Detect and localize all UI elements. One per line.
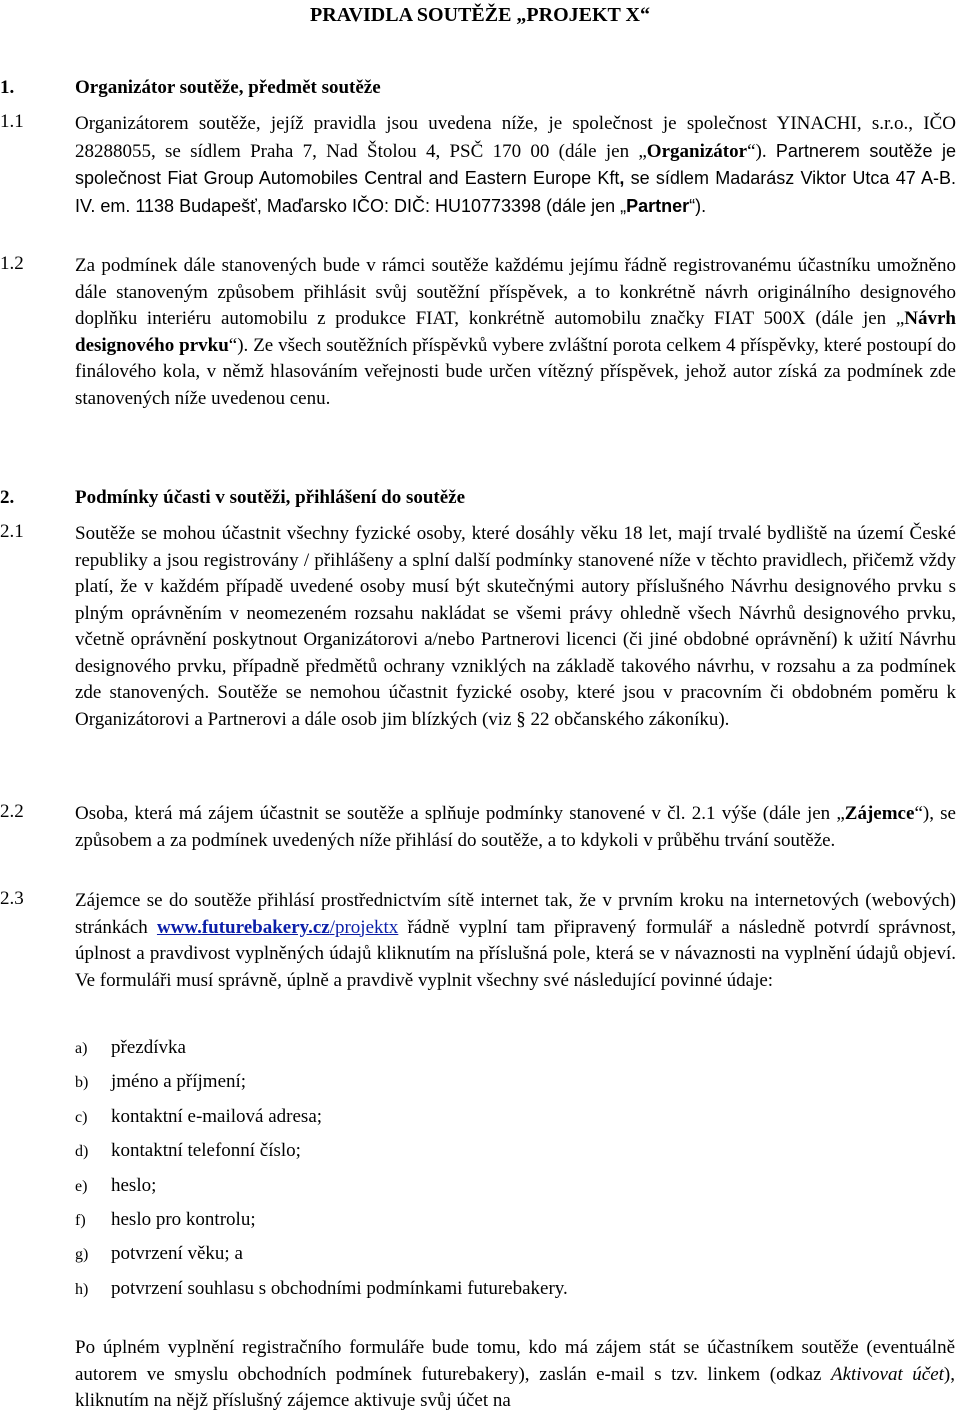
- text-run: se sídlem Madarász Viktor Utca 47 A-B. IV. em. 1138 Budapešť, Maďarsko IČO: DIČ: HU10773398 (dále jen „: [75, 168, 957, 216]
- list-item: [75, 1106, 955, 1140]
- text-run: Osoba, která má zájem účastnit se soutěže a splňuje podmínky stanovené v čl. 2.1 výše (dále jen „: [75, 803, 845, 824]
- list-item-text: kontaktní telefonní číslo;: [111, 1140, 301, 1162]
- clause-1-1: [0, 111, 956, 220]
- clause-text: [75, 801, 956, 854]
- website-link[interactable]: [157, 917, 398, 938]
- clause-2-3: [0, 888, 956, 994]
- text-run: Partnerem soutěže je společnost Fiat Group Automobiles Central and Eastern Europe Kft: [75, 140, 956, 188]
- list-marker: h): [75, 1280, 89, 1298]
- list-item: [75, 1278, 955, 1312]
- emphasis-text: Aktivovat účet: [830, 1363, 944, 1385]
- link-domain[interactable]: www.futurebakery.cz: [156, 916, 330, 938]
- text-run: řádně vyplní tam připravený formulář a následně potvrdí správnost, úplnost a pravdivost vyplněných údajů kliknutím na příslušná pole, která se v návaznosti na vyplnění údajů objeví. Ve formuláři musí správně, úplně a pravdivě vyplnit všechny své následující povinné údaje:: [75, 916, 956, 991]
- clause-text: [75, 253, 956, 412]
- section-number: 2.: [0, 487, 15, 508]
- clause-number: 2.1: [0, 521, 24, 542]
- text-run: ), kliknutím na nějž příslušný zájemce aktivuje svůj účet na: [75, 1363, 955, 1411]
- text-run: Zájemce se do soutěže přihlásí prostřednictvím sítě internet tak, že v prvním kroku na internetových (webových) stránkách: [75, 890, 956, 938]
- list-item-text: potvrzení věku; a: [111, 1243, 243, 1265]
- text-run: “).: [747, 140, 776, 162]
- clause-2-2: [0, 801, 956, 854]
- clause-text: [75, 888, 956, 994]
- text-run: ,: [619, 168, 625, 188]
- clause-text: [75, 111, 956, 220]
- list-item: [75, 1243, 955, 1277]
- text-run: “). Ze všech soutěžních příspěvků vybere zvláštní porota celkem 4 příspěvky, které postoupí do finálového kola, v němž hlasováním veřejnosti bude určen vítězný příspěvek, jehož autor získá za podmínek zde stanovených níže uvedenou cenu.: [75, 334, 956, 409]
- list-item-text: heslo pro kontrolu;: [111, 1208, 256, 1230]
- section-title: Organizátor soutěže, předmět soutěže: [75, 77, 381, 98]
- clause-2-1: [0, 521, 956, 733]
- section-title: Podmínky účasti v soutěži, přihlášení do soutěže: [75, 487, 466, 508]
- clause-number: 1.1: [0, 111, 24, 132]
- list-marker: g): [75, 1246, 89, 1264]
- list-marker: e): [75, 1177, 88, 1195]
- text-run: Za podmínek dále stanovených bude v rámci soutěže každému jejímu řádně registrovanému účastníku umožněno dále stanoveným způsobem přihlásit svůj soutěžní příspěvek, a to konkrétně návrh originálního designového doplňku interiéru automobilu z produkce FIAT, konkrétně automobilu značky FIAT 500X (dále jen „: [75, 255, 956, 329]
- list-marker: d): [75, 1143, 89, 1161]
- text-run: “), se způsobem a za podmínek uvedených níže přihlásí do soutěže, a to kdykoli v průběhu trvání soutěže.: [75, 803, 956, 851]
- list-marker: f): [75, 1211, 86, 1229]
- list-marker: a): [75, 1040, 88, 1057]
- final-paragraph: [75, 1335, 955, 1415]
- list-item-text: potvrzení souhlasu s obchodními podmínkami futurebakery.: [111, 1277, 568, 1299]
- section-number: 1.: [0, 77, 15, 98]
- list-item-text: kontaktní e-mailová adresa;: [111, 1105, 323, 1127]
- list-item: [75, 1071, 955, 1105]
- clause-1-2: [0, 253, 956, 412]
- section-2-heading: [0, 487, 465, 509]
- list-item-text: přezdívka: [111, 1037, 186, 1058]
- list-marker: b): [75, 1074, 89, 1092]
- defined-term: Zájemce: [844, 803, 915, 824]
- section-1-heading: [0, 77, 381, 99]
- list-item-text: jméno a příjmení;: [111, 1071, 247, 1093]
- list-item: [75, 1209, 955, 1243]
- clause-number: 2.2: [0, 801, 24, 822]
- defined-term: Partner: [626, 195, 690, 216]
- list-item: [75, 1140, 955, 1174]
- document-title: PRAVIDLA SOUTĚŽE „PROJEKT X“: [310, 4, 650, 26]
- defined-term: Návrh designového prvku: [75, 308, 956, 356]
- list-item: [75, 1037, 955, 1071]
- clause-text: Soutěže se mohou účastnit všechny fyzické osoby, které dosáhly věku 18 let, mají trvalé bydliště na území České republiky a jsou registrovány / přihlášeny a splní další podmínky stanovené níže v těchto pravidlech, přičemž vždy platí, že v každém případě uvedené osoby musí být skutečnými autory příslušného Návrhu designového prvku s plným oprávněním v neomezeném rozsahu nakládat se všemi právy ohledně všech Návrhů designového prvku, včetně oprávnění poskytnout Organizátorovi a/nebo Partnerovi licenci (či jiné obdobné oprávnění) k užití Návrhu designového prvku, případně předmětů ochrany vzniklých na základě takového návrhu, v rozsahu a za podmínek zde stanovených. Soutěže se nemohou účastnit fyzické osoby, které jsou v pracovním či obdobném poměru k Organizátorovi a Partnerovi a dále osob jim blízkých (viz § 22 občanského zákoníku).: [75, 523, 956, 730]
- list-marker: c): [75, 1108, 88, 1126]
- required-fields-list: [75, 1037, 955, 1312]
- text-run: Organizátorem soutěže, jejíž pravidla jsou uvedena níže, je společnost je společnost YINACHI, s.r.o., IČO 28288055, se sídlem Praha 7, Nad Štolou 4, PSČ 170 00 (dále jen „: [75, 113, 956, 162]
- text-run: “).: [689, 195, 707, 216]
- link-path[interactable]: /projektx: [329, 916, 399, 938]
- list-item-text: heslo;: [111, 1174, 157, 1196]
- defined-term: Organizátor: [646, 140, 748, 162]
- clause-number: 2.3: [0, 888, 24, 909]
- clause-number: 1.2: [0, 253, 24, 274]
- list-item: [75, 1175, 955, 1209]
- text-run: Po úplném vyplnění registračního formuláře bude tomu, kdo má zájem stát se účastníkem soutěže (eventuálně autorem ve smyslu obchodních podmínek futurebakery), zaslán e-mail s tzv. linkem (odkaz: [75, 1337, 955, 1385]
